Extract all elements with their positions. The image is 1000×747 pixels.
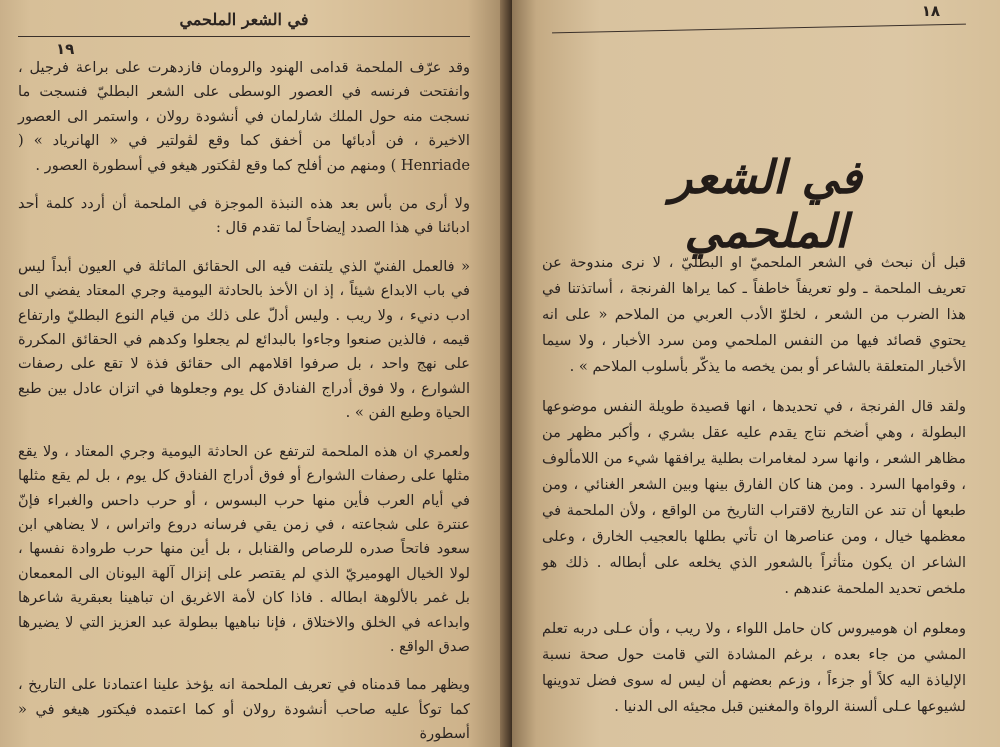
paragraph: ولعمري ان هذه الملحمة لترتفع عن الحادثة اليومية وجري المعتاد ، ولا يقع مثلها على رصفات الشوارع أو فوق أدراج الفنادق كل يوم ، بل لم يقع مثلها في أيام العرب فأين منها حرب البسوس ، أو حرب داحس والغبراء فإنّ عنترة على شجاعته ، في زمن يقي فرسانه دروع واتراس ، لا يضاهي ابن سعود فاتحاً صدره للرصاص والقنابل ، بل أين منها حرب طروادة نفسها ، لولا الخيال الهوميريّ الذي لم يقتصر على إنزال آلهة اليونان الى المعمعان بل غمر بالألوهة ابطاله . فاذا كان لأمة الاغريق ان تباهينا بعبقرية شاعرها وابداعه في الخلق والاختلاق ، فإنا نباهيها ببطولة عبد العزيز التي لا يضيرها صدق الواقع .: [18, 442, 470, 655]
paragraph: قبل أن نبحث في الشعر الملحميّ او البطليّ ، لا نرى مندوحة عن تعريف الملحمة ـ ولو تعريفاً خاطفاً ـ كما يراها الفرنجة ، أساتذتنا في هذا الضرب من الشعر ، لخلوّ الأدب العربي من الملاحم « على انه يحتوي قصائد فيها من النفس الملحمي ومن سرد الأخبار ، ولا سيما الأخبار المتعلقة بالشاعر أو بمن يخصه ما يذكّر بأسلوب الملاحم » .: [542, 254, 966, 375]
paragraph: وقد عرّف الملحمة قدامى الهنود والرومان فازدهرت على براعة فرجيل ، وانفتحت فرنسه في العصور الوسطى على الشعر البطليّ فنسجت ما نسجت منه حول الملك شارلمان في أنشودة رولان ، واستمر الى العصور الاخيرة ، فن أدبائها من أخفق كما وقع لڤولتير في « الهانرياد » ( Henriade ) ومنهم من أفلح كما وقع لڤكتور هيغو في أسطورة العصور .: [18, 59, 470, 174]
paragraph: ومعلوم ان هوميروس كان حامل اللواء ، ولا ريب ، وأن عـلى دربه تعلم المشي من جاء بعده ، برغم المشادة التي قامت حول صحة نسبة الإلياذة اليه كلاً أو جزءاً ، وزعم بعضهم أن ليس له سوى فضل تدوينها لشيوعها عـلى ألسنة الرواة والمغنين قبل مجيئه الى الدنيا .: [542, 620, 966, 715]
right-page-body: [542, 250, 966, 734]
paragraph: ولا أرى من بأس بعد هذه النبذة الموجزة في الملحمة أن أردد كلمة أحد ادبائنا في هذا الصدد إيضاحاً لما تقدم قال :: [18, 195, 470, 237]
paragraph: ويظهر مما قدمناه في تعريف الملحمة انه يؤخذ علينا اعتمادنا على التاريخ ، كما توكأ عليه صاحب أنشودة رولان أو كما اعتمده فيكتور هيغو في « أسطورة: [18, 676, 470, 743]
right-page: [512, 0, 1000, 747]
chapter-title: في الشعر الملحمي: [670, 150, 862, 258]
running-header: [18, 4, 470, 37]
running-title: في الشعر الملحمي: [179, 10, 309, 29]
paragraph: ولقد قال الفرنجة ، في تحديدها ، انها قصيدة طويلة النفس موضوعها البطولة ، وهي أضخم نتاج يقدم عليه عقل بشري ، وأكبر مظهر من مظاهر الشعر ، وانها سرد لمغامرات بطلية يرافقها شيء من اللامألوف ، وقوامها السرد . ومن هنا كان الفارق بينها وبين الشعر الغنائي ، ومن طبعها أن تند عن التاريخ لاقتراب التاريخ من الواقع ، ولأن الملحمة في معظمها خيال ، ومن عناصرها ان تأتي بطلها بالعجيب الخارق ، وعلى الشاعر ان يكون متأثراً بالشعور الذي يخلعه على أبطاله . ذلك هو ملخص تحديد الملحمة عندهم .: [542, 398, 966, 597]
header-rule: [552, 24, 966, 34]
page-number: ١٩: [56, 40, 75, 58]
page-number: ١٨: [921, 2, 940, 20]
quoted-paragraph: « فالعمل الفنيّ الذي يلتفت فيه الى الحقائق الماثلة في العيون أبداً ليس في باب الابداع شيئاً ، إذ ان الأخذ بالحادثة اليومية وجري المعتاد يفضي الى ادب دنيء ، ولا ريب . وليس أدلّ على ذلك من قيام النوع البطليّ وارتفاع قيمه ، فالذين صنعوا وجاءوا بالبدائع لم يجعلوا وكدهم في الحقائق المكررة على نهج واحد ، بل صرفوا اقلامهم الى حقائق فذة لا تقع على رصفات الشوارع ، ولا فوق أدراج الفنادق كل يوم وجعلوها في اتزان عادل بين طبع الحياة وطبع الفن » .: [18, 257, 470, 422]
left-page-body: [18, 56, 470, 747]
